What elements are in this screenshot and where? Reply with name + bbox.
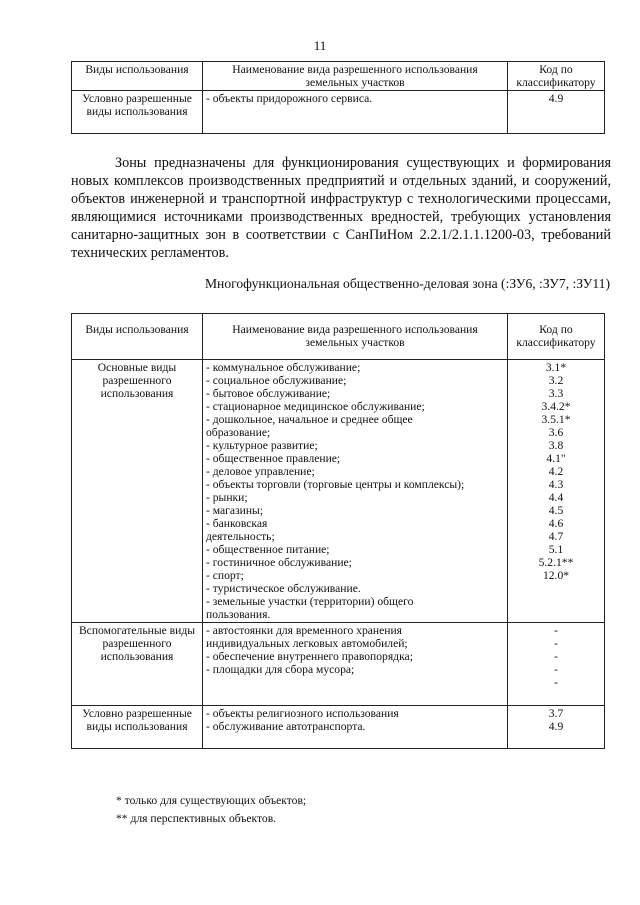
use-type-cell: Условно разрешенные виды использования: [72, 91, 203, 134]
cell-line: пользования.: [206, 608, 271, 621]
use-type-cell: Вспомогательные виды разрешенного использования: [72, 623, 203, 706]
cell-line: 3.1*: [545, 361, 567, 374]
header-type: Виды использования: [72, 62, 203, 91]
header-name: Наименование вида разрешенного использования земельных участков: [203, 62, 508, 91]
cell-line: образование;: [206, 426, 271, 439]
cell-line: 5.1: [548, 543, 564, 556]
cell-line: 3.6: [548, 426, 564, 439]
zone-description-paragraph: Зоны предназначены для функционирования существующих и формирования новых комплексов производственных предприятий и отдельных зданий, и сооружений, объектов инженерной и транспортной инфраструктур с технологическими процессами, являющимися источниками производственных вредностей, требующих установления санитарно-защитных зон в соответствии с СанПиНом 2.2.1/2.1.1.1200-03, требований технических регламентов.: [71, 155, 611, 261]
cell-line: - обеспечение внутреннего правопорядка;: [206, 650, 413, 663]
cell-line: 4.7: [548, 530, 564, 543]
header-code: Код по классификатору: [508, 62, 605, 91]
cell-line: 3.7: [548, 707, 564, 720]
cell-line: 3.4.2*: [541, 400, 571, 413]
cell-line: 4.4: [548, 491, 564, 504]
cell-line: - стационарное медицинское обслуживание;: [206, 400, 425, 413]
header-name: Наименование вида разрешенного использования земельных участков: [203, 314, 508, 360]
cell-line: - магазины;: [206, 504, 264, 517]
cell-line: 4.3: [548, 478, 564, 491]
code-cell: 4.9: [508, 91, 605, 134]
footnote-existing: * только для существующих объектов;: [116, 794, 307, 807]
cell-line: - площадки для сбора мусора;: [206, 663, 355, 676]
use-names-cell: [203, 360, 508, 623]
cell-line: 3.3: [548, 387, 564, 400]
cell-line: - общественное питание;: [206, 543, 330, 556]
cell-line: - земельные участки (территории) общего: [206, 595, 414, 608]
table-top: [71, 61, 605, 134]
cell-line: 4.5: [548, 504, 564, 517]
use-names-cell: [203, 623, 508, 706]
cell-line: индивидуальных легковых автомобилей;: [206, 637, 408, 650]
use-type-cell: Условно разрешенные виды использования: [72, 706, 203, 749]
cell-line: -: [554, 624, 558, 637]
cell-line: 4.2: [548, 465, 564, 478]
cell-line: - коммунальное обслуживание;: [206, 361, 361, 374]
table-row-main-uses: [72, 360, 605, 623]
table-row-conditional-uses: [72, 706, 605, 749]
footnotes: [116, 792, 306, 828]
cell-line: 4.6: [548, 517, 564, 530]
zone-heading: Многофункциональная общественно-деловая зона (:ЗУ6, :ЗУ7, :ЗУ11): [204, 276, 610, 291]
footnote-planned: ** для перспективных объектов.: [116, 812, 277, 825]
cell-line: - социальное обслуживание;: [206, 374, 347, 387]
cell-line: - объекты торговли (торговые центры и комплексы);: [206, 478, 465, 491]
use-type-cell: Основные виды разрешенного использования: [72, 360, 203, 623]
cell-line: 4.1": [546, 452, 566, 465]
cell-line: - деловое управление;: [206, 465, 315, 478]
table-header-row: [72, 314, 605, 360]
table-header-row: [72, 62, 605, 91]
table-zone-uses: [71, 313, 605, 749]
cell-line: - спорт;: [206, 569, 244, 582]
use-name-cell: - объекты придорожного сервиса.: [203, 91, 508, 134]
table-row: [72, 91, 605, 134]
cell-line: 12.0*: [542, 569, 570, 582]
table-row-auxiliary-uses: [72, 623, 605, 706]
codes-cell: [508, 360, 605, 623]
cell-line: -: [554, 650, 558, 663]
cell-line: - общественное правление;: [206, 452, 341, 465]
cell-line: 5.2.1**: [538, 556, 574, 569]
header-code: Код по классификатору: [508, 314, 605, 360]
cell-line: 3.8: [548, 439, 564, 452]
cell-line: - дошкольное, начальное и среднее общее: [206, 413, 413, 426]
cell-line: - бытовое обслуживание;: [206, 387, 331, 400]
cell-line: - рынки;: [206, 491, 248, 504]
cell-line: -: [554, 637, 558, 650]
codes-cell: [508, 623, 605, 706]
cell-line: - обслуживание автотранспорта.: [206, 720, 366, 733]
cell-line: - банковская: [206, 517, 268, 530]
cell-line: 3.5.1*: [541, 413, 571, 426]
cell-line: 3.2: [548, 374, 564, 387]
cell-line: -: [554, 676, 558, 689]
cell-line: -: [554, 663, 558, 676]
cell-line: - объекты религиозного использования: [206, 707, 399, 720]
page-number: 11: [313, 38, 327, 53]
cell-line: - культурное развитие;: [206, 439, 318, 452]
use-names-cell: [203, 706, 508, 749]
cell-line: - автостоянки для временного хранения: [206, 624, 403, 637]
cell-line: 4.9: [548, 720, 564, 733]
codes-cell: [508, 706, 605, 749]
cell-line: - гостиничное обслуживание;: [206, 556, 352, 569]
header-type: Виды использования: [72, 314, 203, 360]
cell-line: - туристическое обслуживание.: [206, 582, 361, 595]
cell-line: деятельность;: [206, 530, 275, 543]
